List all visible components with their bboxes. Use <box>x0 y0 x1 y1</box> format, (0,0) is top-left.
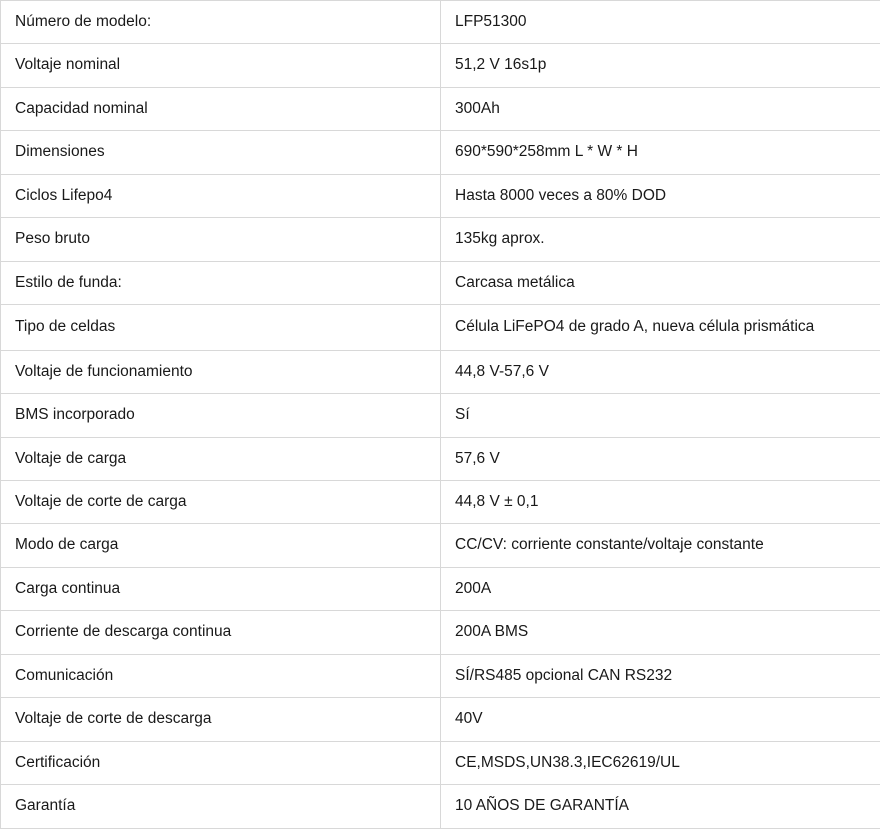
table-row <box>1 305 880 350</box>
spec-value: 300Ah <box>441 87 880 130</box>
spec-value: 57,6 V <box>441 437 880 480</box>
table-row <box>1 698 880 741</box>
table-row <box>1 350 880 393</box>
spec-label: Voltaje de carga <box>1 437 441 480</box>
spec-value: 51,2 V 16s1p <box>441 44 880 87</box>
spec-label: BMS incorporado <box>1 394 441 437</box>
spec-value: Célula LiFePO4 de grado A, nueva célula prismática <box>441 305 880 350</box>
spec-value: Sí <box>441 394 880 437</box>
spec-value: 200A BMS <box>441 611 880 654</box>
spec-label: Tipo de celdas <box>1 305 441 350</box>
spec-label: Capacidad nominal <box>1 87 441 130</box>
table-row <box>1 785 880 828</box>
table-row <box>1 567 880 610</box>
spec-value: CC/CV: corriente constante/voltaje constante <box>441 524 880 567</box>
spec-label: Dimensiones <box>1 131 441 174</box>
spec-value: 200A <box>441 567 880 610</box>
table-row <box>1 44 880 87</box>
table-row <box>1 87 880 130</box>
spec-label: Garantía <box>1 785 441 828</box>
table-row <box>1 654 880 697</box>
table-row <box>1 1 880 44</box>
spec-label: Certificación <box>1 741 441 784</box>
table-row <box>1 261 880 304</box>
table-row <box>1 524 880 567</box>
table-row <box>1 741 880 784</box>
spec-value: 44,8 V-57,6 V <box>441 350 880 393</box>
spec-value: CE,MSDS,UN38.3,IEC62619/UL <box>441 741 880 784</box>
spec-value: 44,8 V ± 0,1 <box>441 480 880 523</box>
spec-label: Comunicación <box>1 654 441 697</box>
table-row <box>1 131 880 174</box>
table-row <box>1 218 880 261</box>
spec-value: SÍ/RS485 opcional CAN RS232 <box>441 654 880 697</box>
table-row <box>1 174 880 217</box>
spec-value: 135kg aprox. <box>441 218 880 261</box>
spec-value: Hasta 8000 veces a 80% DOD <box>441 174 880 217</box>
spec-label: Peso bruto <box>1 218 441 261</box>
table-row <box>1 480 880 523</box>
table-row <box>1 394 880 437</box>
spec-label: Ciclos Lifepo4 <box>1 174 441 217</box>
spec-label: Voltaje de corte de carga <box>1 480 441 523</box>
spec-label: Modo de carga <box>1 524 441 567</box>
spec-value: Carcasa metálica <box>441 261 880 304</box>
spec-label: Voltaje de funcionamiento <box>1 350 441 393</box>
spec-label: Voltaje nominal <box>1 44 441 87</box>
spec-label: Corriente de descarga continua <box>1 611 441 654</box>
spec-label: Estilo de funda: <box>1 261 441 304</box>
spec-value: 10 AÑOS DE GARANTÍA <box>441 785 880 828</box>
spec-value: 40V <box>441 698 880 741</box>
table-row <box>1 437 880 480</box>
specifications-table-body <box>1 1 880 829</box>
spec-label: Número de modelo: <box>1 1 441 44</box>
spec-label: Carga continua <box>1 567 441 610</box>
spec-value: LFP51300 <box>441 1 880 44</box>
spec-label: Voltaje de corte de descarga <box>1 698 441 741</box>
table-row <box>1 611 880 654</box>
spec-value: 690*590*258mm L * W * H <box>441 131 880 174</box>
